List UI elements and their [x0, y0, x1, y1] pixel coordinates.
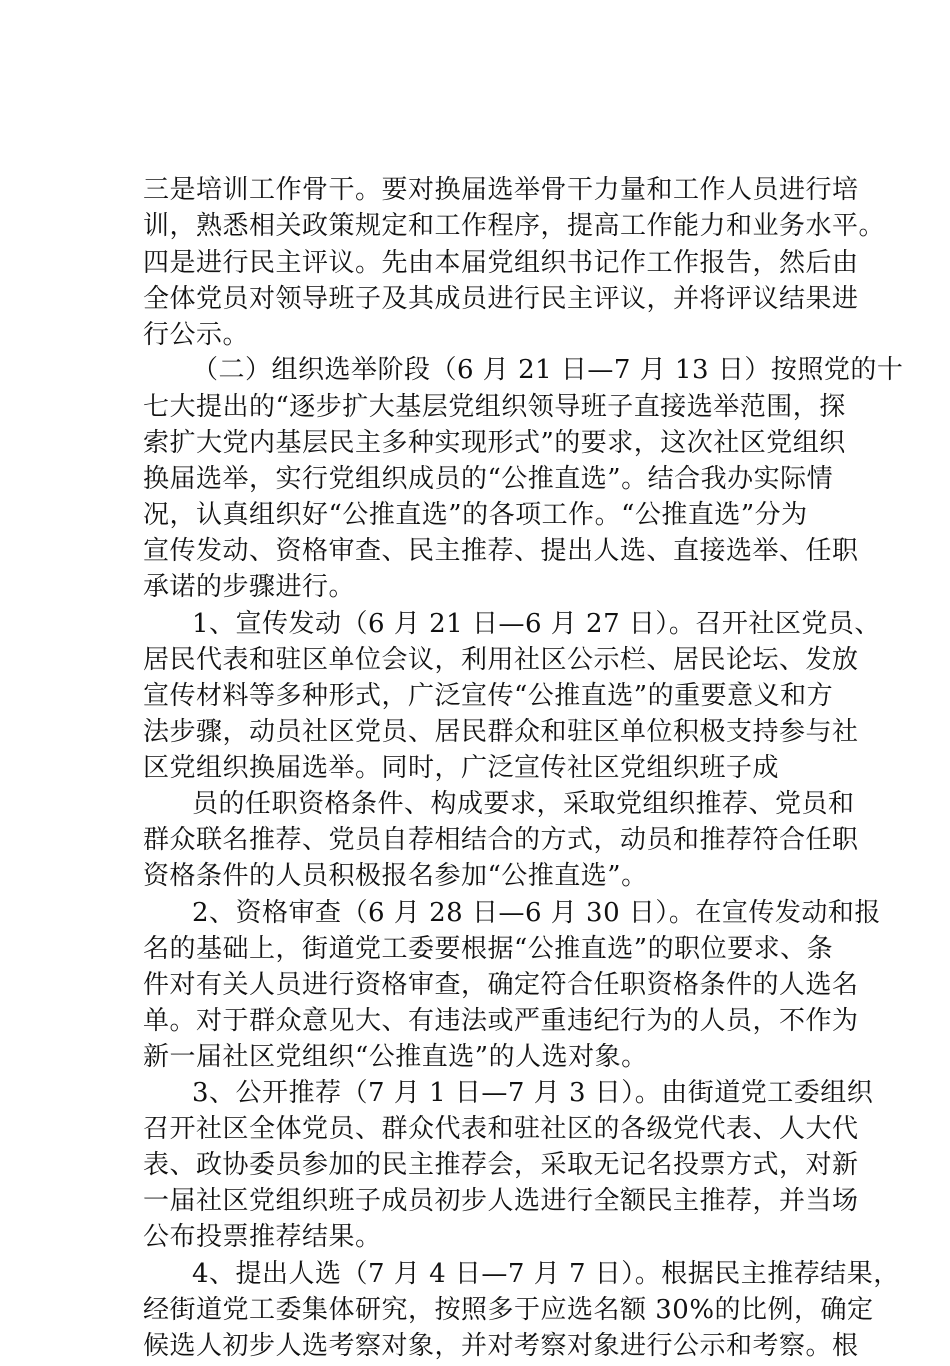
- text-line: 居民代表和驻区单位会议，利用社区公示栏、居民论坛、发放: [143, 645, 859, 675]
- text-line: 表、政协委员参加的民主推荐会，采取无记名投票方式，对新: [143, 1150, 859, 1180]
- text-line: 三是培训工作骨干。要对换届选举骨干力量和工作人员进行培: [143, 175, 859, 205]
- text-line: 件对有关人员进行资格审查，确定符合任职资格条件的人选名: [143, 970, 859, 1000]
- text-line: 训，熟悉相关政策规定和工作程序，提高工作能力和业务水平。: [143, 211, 886, 241]
- text-line: 况，认真组织好“公推直选”的各项工作。“公推直选”分为: [143, 500, 808, 530]
- text-line: 新一届社区党组织“公推直选”的人选对象。: [143, 1042, 648, 1072]
- text-line: 员的任职资格条件、构成要求，采取党组织推荐、党员和: [192, 789, 855, 819]
- text-line: 3、公开推荐（7 月 1 日—7 月 3 日）。由街道党工委组织: [192, 1078, 874, 1108]
- text-line: 法步骤，动员社区党员、居民群众和驻区单位积极支持参与社: [143, 717, 859, 747]
- text-line: 承诺的步骤进行。: [143, 572, 356, 602]
- text-line: 宣传材料等多种形式，广泛宣传“公推直选”的重要意义和方: [143, 681, 834, 711]
- text-line: 换届选举，实行党组织成员的“公推直选”。结合我办实际情: [143, 464, 834, 494]
- text-line: 七大提出的“逐步扩大基层党组织领导班子直接选举范围，探: [143, 392, 846, 422]
- text-line: 一届社区党组织班子成员初步人选进行全额民主推荐，并当场: [143, 1186, 859, 1216]
- text-line: 四是进行民主评议。先由本届党组织书记作工作报告，然后由: [143, 248, 859, 278]
- text-line: 资格条件的人员积极报名参加“公推直选”。: [143, 861, 648, 891]
- text-line: 召开社区全体党员、群众代表和驻社区的各级党代表、人大代: [143, 1114, 859, 1144]
- text-line: （二）组织选举阶段（6 月 21 日—7 月 13 日）按照党的十: [192, 355, 904, 385]
- text-line: 全体党员对领导班子及其成员进行民主评议，并将评议结果进: [143, 284, 859, 314]
- text-line: 群众联名推荐、党员自荐相结合的方式，动员和推荐符合任职: [143, 825, 859, 855]
- text-line: 宣传发动、资格审查、民主推荐、提出人选、直接选举、任职: [143, 536, 859, 566]
- text-line: 行公示。: [143, 320, 250, 350]
- text-line: 候选人初步人选考察对象，并对考察对象进行公示和考察。根: [143, 1331, 859, 1361]
- text-line: 名的基础上，街道党工委要根据“公推直选”的职位要求、条: [143, 934, 834, 964]
- text-line: 单。对于群众意见大、有违法或严重违纪行为的人员，不作为: [143, 1006, 859, 1036]
- text-line: 经街道党工委集体研究，按照多于应选名额 30%的比例，确定: [143, 1295, 874, 1325]
- text-line: 区党组织换届选举。同时，广泛宣传社区党组织班子成: [143, 753, 780, 783]
- text-line: 2、资格审查（6 月 28 日—6 月 30 日）。在宣传发动和报: [192, 898, 881, 928]
- text-line: 公布投票推荐结果。: [143, 1222, 382, 1252]
- text-line: 4、提出人选（7 月 4 日—7 月 7 日）。根据民主推荐结果，: [192, 1259, 900, 1289]
- text-line: 索扩大党内基层民主多种实现形式”的要求，这次社区党组织: [143, 428, 846, 458]
- text-line: 1、宣传发动（6 月 21 日—6 月 27 日）。召开社区党员、: [192, 609, 881, 639]
